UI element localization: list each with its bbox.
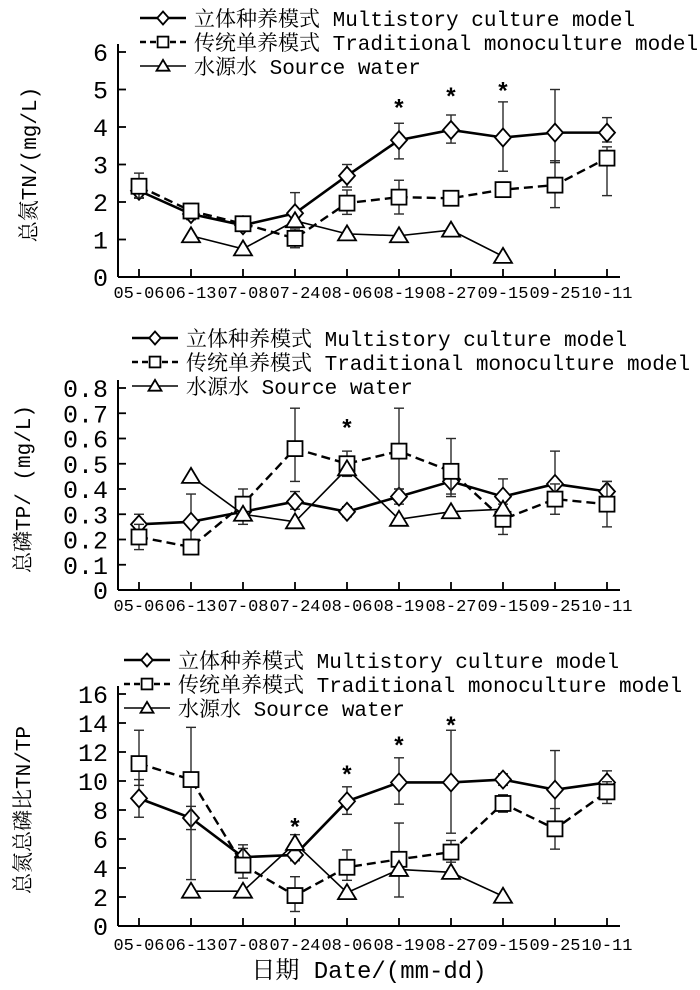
square-marker bbox=[392, 444, 407, 459]
x-tick-label: 08-06 bbox=[321, 937, 373, 956]
x-tick-label: 06-13 bbox=[165, 937, 217, 956]
triangle-marker bbox=[182, 883, 200, 898]
legend bbox=[140, 8, 698, 81]
series-square bbox=[132, 408, 615, 554]
x-tick-label: 07-24 bbox=[269, 598, 321, 617]
y-tick-label: 0.8 bbox=[62, 376, 108, 405]
triangle-marker bbox=[182, 468, 200, 483]
diamond-marker bbox=[547, 781, 563, 799]
square-marker bbox=[288, 441, 303, 456]
y-tick-label: 16 bbox=[77, 682, 108, 711]
x-tick-label: 05-06 bbox=[113, 285, 165, 304]
diamond-marker bbox=[443, 773, 459, 791]
significance-asterisk: * bbox=[443, 86, 459, 113]
square-marker bbox=[236, 858, 251, 873]
significance-asterisk: * bbox=[339, 417, 355, 445]
triangle-marker bbox=[494, 501, 512, 516]
square-marker bbox=[600, 784, 615, 799]
x-tick-label: 10-11 bbox=[581, 937, 633, 956]
legend-entry-label: 立体种养模式 Multistory culture model bbox=[178, 652, 620, 675]
y-tick-label: 8 bbox=[92, 798, 108, 827]
x-tick-label: 09-25 bbox=[529, 598, 581, 617]
series-line bbox=[139, 130, 607, 225]
diamond-marker bbox=[131, 789, 147, 807]
square-marker bbox=[548, 492, 563, 507]
diamond-marker bbox=[339, 503, 355, 521]
y-tick-label: 0 bbox=[92, 265, 108, 294]
significance-asterisk: * bbox=[391, 97, 407, 125]
legend-entry-label: 传统单养模式 Traditional monoculture model bbox=[186, 354, 691, 377]
x-tick-label: 08-27 bbox=[425, 937, 477, 956]
y-tick-label: 5 bbox=[92, 77, 108, 107]
legend-entry-label: 传统单养模式 Traditional monoculture model bbox=[178, 676, 683, 699]
y-tick-label: 0.5 bbox=[62, 451, 108, 481]
significance-asterisk: * bbox=[495, 80, 511, 108]
y-tick-label: 3 bbox=[92, 152, 108, 182]
x-tick-label: 06-13 bbox=[165, 598, 217, 617]
square-marker bbox=[236, 216, 251, 231]
square-marker bbox=[548, 178, 563, 193]
x-tick-label: 09-15 bbox=[477, 937, 529, 956]
y-tick-label: 6 bbox=[92, 40, 108, 69]
x-tick-label: 08-06 bbox=[321, 285, 373, 304]
y-tick-label: 10 bbox=[77, 769, 108, 798]
square-marker bbox=[142, 679, 153, 690]
x-tick-label: 06-13 bbox=[165, 285, 217, 304]
x-tick-label: 09-25 bbox=[529, 285, 581, 304]
triangle-marker bbox=[182, 227, 200, 242]
legend-entry-label: 水源水 Source water bbox=[178, 700, 405, 723]
legend bbox=[132, 328, 690, 401]
square-marker bbox=[158, 37, 169, 48]
square-marker bbox=[184, 540, 199, 555]
significance-asterisk: * bbox=[443, 714, 459, 742]
x-tick-label: 07-24 bbox=[269, 285, 321, 304]
square-marker bbox=[600, 497, 615, 512]
axes bbox=[118, 380, 620, 590]
diamond-marker bbox=[391, 131, 407, 149]
diamond-marker bbox=[547, 124, 563, 142]
x-tick-label: 07-24 bbox=[269, 937, 321, 956]
legend-entry-label: 立体种养模式 Multistory culture model bbox=[194, 10, 636, 33]
x-tick-label: 09-15 bbox=[477, 598, 529, 617]
y-tick-label: 1 bbox=[92, 227, 108, 257]
legend-entry-label: 立体种养模式 Multistory culture model bbox=[186, 330, 628, 353]
x-tick-label: 08-19 bbox=[373, 937, 425, 956]
diamond-marker bbox=[391, 488, 407, 506]
y-axis-title: 总磷TP/ (mg/L) bbox=[14, 404, 37, 574]
square-marker bbox=[548, 821, 563, 836]
tn-tp-ratio-chart bbox=[0, 620, 700, 990]
y-tick-label: 0.2 bbox=[62, 527, 108, 557]
y-tick-label: 4 bbox=[92, 115, 108, 144]
square-marker bbox=[340, 860, 355, 875]
significance-asterisk: * bbox=[339, 764, 355, 792]
x-tick-label: 09-15 bbox=[477, 285, 529, 304]
square-marker bbox=[288, 888, 303, 903]
y-tick-label: 0 bbox=[92, 578, 108, 607]
y-tick-label: 0 bbox=[92, 914, 108, 943]
y-tick-label: 4 bbox=[92, 856, 108, 885]
series-line bbox=[139, 481, 607, 524]
y-tick-label: 0.3 bbox=[62, 502, 108, 532]
tn-chart bbox=[0, 0, 700, 305]
triangle-marker bbox=[494, 888, 512, 903]
x-tick-label: 05-06 bbox=[113, 598, 165, 617]
x-tick-label: 08-27 bbox=[425, 285, 477, 304]
triangle-marker bbox=[442, 222, 460, 237]
square-marker bbox=[496, 182, 511, 197]
y-axis-title: 总氮TN/(mg/L) bbox=[20, 86, 43, 243]
series-square bbox=[132, 147, 615, 248]
diamond-marker bbox=[495, 771, 511, 789]
series-diamond bbox=[131, 90, 615, 235]
series-diamond bbox=[131, 451, 615, 539]
y-axis-title: 总氮总磷比TN/TP bbox=[14, 725, 37, 895]
square-marker bbox=[288, 231, 303, 246]
series-line bbox=[139, 449, 607, 547]
legend-entry-label: 传统单养模式 Traditional monoculture model bbox=[194, 34, 699, 57]
square-marker bbox=[392, 190, 407, 205]
square-marker bbox=[444, 845, 459, 860]
x-tick-label: 07-08 bbox=[217, 285, 269, 304]
tp-chart bbox=[0, 305, 700, 620]
square-marker bbox=[150, 357, 161, 368]
x-tick-label: 07-08 bbox=[217, 598, 269, 617]
diamond-marker bbox=[149, 332, 161, 345]
square-marker bbox=[132, 179, 147, 194]
square-marker bbox=[340, 196, 355, 211]
diamond-marker bbox=[141, 654, 153, 667]
square-marker bbox=[600, 151, 615, 166]
series-line bbox=[139, 780, 607, 858]
x-tick-label: 08-06 bbox=[321, 598, 373, 617]
series-square bbox=[132, 727, 615, 911]
legend bbox=[124, 650, 682, 723]
y-tick-label: 2 bbox=[92, 885, 108, 914]
series-line bbox=[139, 764, 607, 896]
x-tick-label: 08-27 bbox=[425, 598, 477, 617]
legend-entry-label: 水源水 Source water bbox=[194, 58, 421, 81]
square-marker bbox=[444, 464, 459, 479]
diamond-marker bbox=[495, 129, 511, 147]
x-tick-label: 08-19 bbox=[373, 285, 425, 304]
square-marker bbox=[496, 796, 511, 811]
series-line bbox=[139, 158, 607, 238]
significance-asterisk: * bbox=[287, 816, 303, 844]
diamond-marker bbox=[391, 773, 407, 791]
x-tick-label: 08-19 bbox=[373, 598, 425, 617]
triangle-marker bbox=[494, 248, 512, 263]
diamond-marker bbox=[599, 124, 615, 142]
diamond-marker bbox=[157, 12, 169, 25]
x-axis-title: 日期 Date/(mm-dd) bbox=[251, 959, 487, 986]
diamond-marker bbox=[339, 167, 355, 185]
x-tick-label: 09-25 bbox=[529, 937, 581, 956]
square-marker bbox=[184, 204, 199, 219]
significance-asterisk: * bbox=[391, 735, 407, 763]
legend-entry-label: 水源水 Source water bbox=[186, 378, 413, 401]
y-tick-label: 0.1 bbox=[62, 552, 108, 582]
y-tick-label: 6 bbox=[92, 827, 108, 856]
y-tick-label: 2 bbox=[92, 190, 108, 219]
diamond-marker bbox=[287, 493, 303, 511]
square-marker bbox=[184, 772, 199, 787]
x-tick-label: 10-11 bbox=[581, 285, 633, 304]
y-tick-label: 14 bbox=[77, 711, 108, 740]
diamond-marker bbox=[183, 513, 199, 531]
square-marker bbox=[132, 529, 147, 544]
square-marker bbox=[132, 756, 147, 771]
x-tick-label: 05-06 bbox=[113, 937, 165, 956]
diamond-marker bbox=[443, 121, 459, 139]
y-tick-label: 0.7 bbox=[62, 401, 108, 431]
x-tick-label: 10-11 bbox=[581, 598, 633, 617]
square-marker bbox=[444, 191, 459, 206]
y-tick-label: 0.4 bbox=[62, 477, 108, 506]
y-tick-label: 12 bbox=[77, 740, 108, 769]
x-tick-label: 07-08 bbox=[217, 937, 269, 956]
y-tick-label: 0.6 bbox=[62, 426, 108, 456]
